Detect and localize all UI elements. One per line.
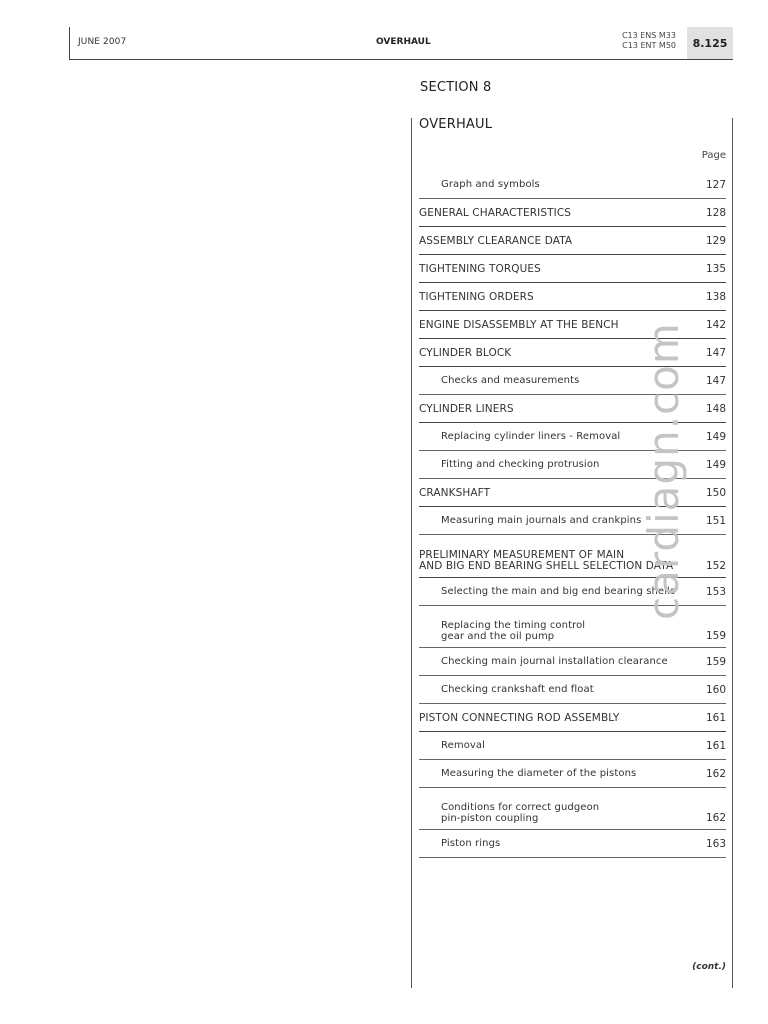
toc-entry[interactable]	[419, 676, 726, 704]
toc-entry-label: Replacing cylinder liners - Removal	[441, 431, 621, 442]
toc-entry-label-line-1: PRELIMINARY MEASUREMENT OF MAIN	[419, 549, 625, 561]
toc-entry-label-line-1: Conditions for correct gudgeon	[441, 802, 600, 813]
toc-entry-label: Piston rings	[441, 838, 501, 849]
header-page-number: 8.125	[687, 27, 733, 59]
section-heading: SECTION 8	[420, 80, 492, 95]
toc-entry-page: 142	[705, 318, 726, 331]
toc-entry-label: Checking crankshaft end float	[441, 684, 594, 695]
toc-entry-page: 161	[705, 711, 726, 724]
toc-entry-label: CYLINDER LINERS	[419, 402, 514, 415]
toc-entry-label	[419, 550, 673, 572]
toc-entry-label: TIGHTENING TORQUES	[419, 262, 541, 275]
toc-entry[interactable]	[419, 255, 726, 283]
toc-entry-label-line-2: gear and the oil pump	[441, 631, 555, 642]
toc-entry-page: 162	[705, 767, 726, 780]
watermark-text: cardiagn.com	[639, 322, 688, 620]
header-code-line-1: C13 ENS M33	[621, 31, 676, 40]
toc-entry-label: GENERAL CHARACTERISTICS	[419, 206, 572, 219]
toc-entry-label: CRANKSHAFT	[419, 486, 491, 499]
toc-entry-page: 161	[705, 739, 726, 752]
toc-entry[interactable]	[419, 830, 726, 858]
toc-entry-label: Graph and symbols	[441, 179, 540, 190]
toc-entry-label: PISTON CONNECTING ROD ASSEMBLY	[419, 711, 620, 724]
toc-entry-label: ASSEMBLY CLEARANCE DATA	[419, 234, 573, 247]
toc-entry[interactable]	[419, 732, 726, 760]
header-date: JUNE 2007	[78, 37, 127, 47]
toc-entry-label	[419, 802, 599, 824]
toc-entry-page: 151	[705, 514, 726, 527]
toc-page-column-header: Page	[701, 150, 726, 161]
toc-entry-label: Checking main journal installation clearance	[441, 656, 668, 667]
toc-entry-page: 150	[705, 486, 726, 499]
toc-title: OVERHAUL	[419, 117, 493, 132]
toc-entry-page: 149	[705, 430, 726, 443]
toc-entry-page: 153	[705, 585, 726, 598]
toc-entry-page: 135	[705, 262, 726, 275]
toc-entry-label-line-1: Replacing the timing control	[441, 620, 586, 631]
toc-right-rule	[732, 118, 733, 988]
toc-entry-page: 128	[705, 206, 726, 219]
header-model-codes	[618, 31, 676, 51]
toc-entry-page: 159	[705, 630, 726, 642]
toc-entry-page: 147	[705, 346, 726, 359]
toc-entry[interactable]	[419, 283, 726, 311]
toc-entry-page: 160	[705, 683, 726, 696]
toc-left-rule	[411, 118, 412, 988]
toc-entry-label: Removal	[441, 740, 486, 751]
toc-entry[interactable]	[419, 788, 726, 830]
toc-entry-label-line-2: pin-piston coupling	[441, 813, 539, 824]
toc-entry-label: Checks and measurements	[441, 375, 580, 386]
toc-entry-page: 149	[705, 458, 726, 471]
toc-entry[interactable]	[419, 227, 726, 255]
toc-entry[interactable]	[419, 648, 726, 676]
toc-entry-page: 147	[705, 374, 726, 387]
header-section-title: OVERHAUL	[376, 37, 431, 47]
toc-entry-label: Measuring the diameter of the pistons	[441, 768, 637, 779]
toc-entry-page: 162	[705, 812, 726, 824]
toc-entry-label: ENGINE DISASSEMBLY AT THE BENCH	[419, 318, 619, 331]
toc-entry-label: Fitting and checking protrusion	[441, 459, 600, 470]
toc-entry[interactable]	[419, 199, 726, 227]
toc-entry-label: Measuring main journals and crankpins	[441, 515, 642, 526]
toc-entry-page: 163	[705, 837, 726, 850]
toc-entry-label: CYLINDER BLOCK	[419, 346, 512, 359]
toc-entry-label-line-2: AND BIG END BEARING SHELL SELECTION DATA	[419, 560, 674, 572]
toc-entry-page: 159	[705, 655, 726, 668]
toc-entry-label: Selecting the main and big end bearing shells	[441, 586, 676, 597]
toc-entry-page: 129	[705, 234, 726, 247]
toc-entry-page: 148	[705, 402, 726, 415]
continued-note: (cont.)	[692, 962, 726, 972]
toc-entry-page: 152	[705, 560, 726, 572]
toc-entry-label	[419, 620, 585, 642]
toc-entry-label: TIGHTENING ORDERS	[419, 290, 534, 303]
toc-entry[interactable]	[419, 704, 726, 732]
header-code-line-2: C13 ENT M50	[622, 41, 676, 50]
toc-entry[interactable]	[419, 760, 726, 788]
toc-entry-page: 138	[705, 290, 726, 303]
toc-entry-page: 127	[705, 178, 726, 191]
page-header	[69, 27, 733, 60]
toc-entry[interactable]	[419, 171, 726, 199]
